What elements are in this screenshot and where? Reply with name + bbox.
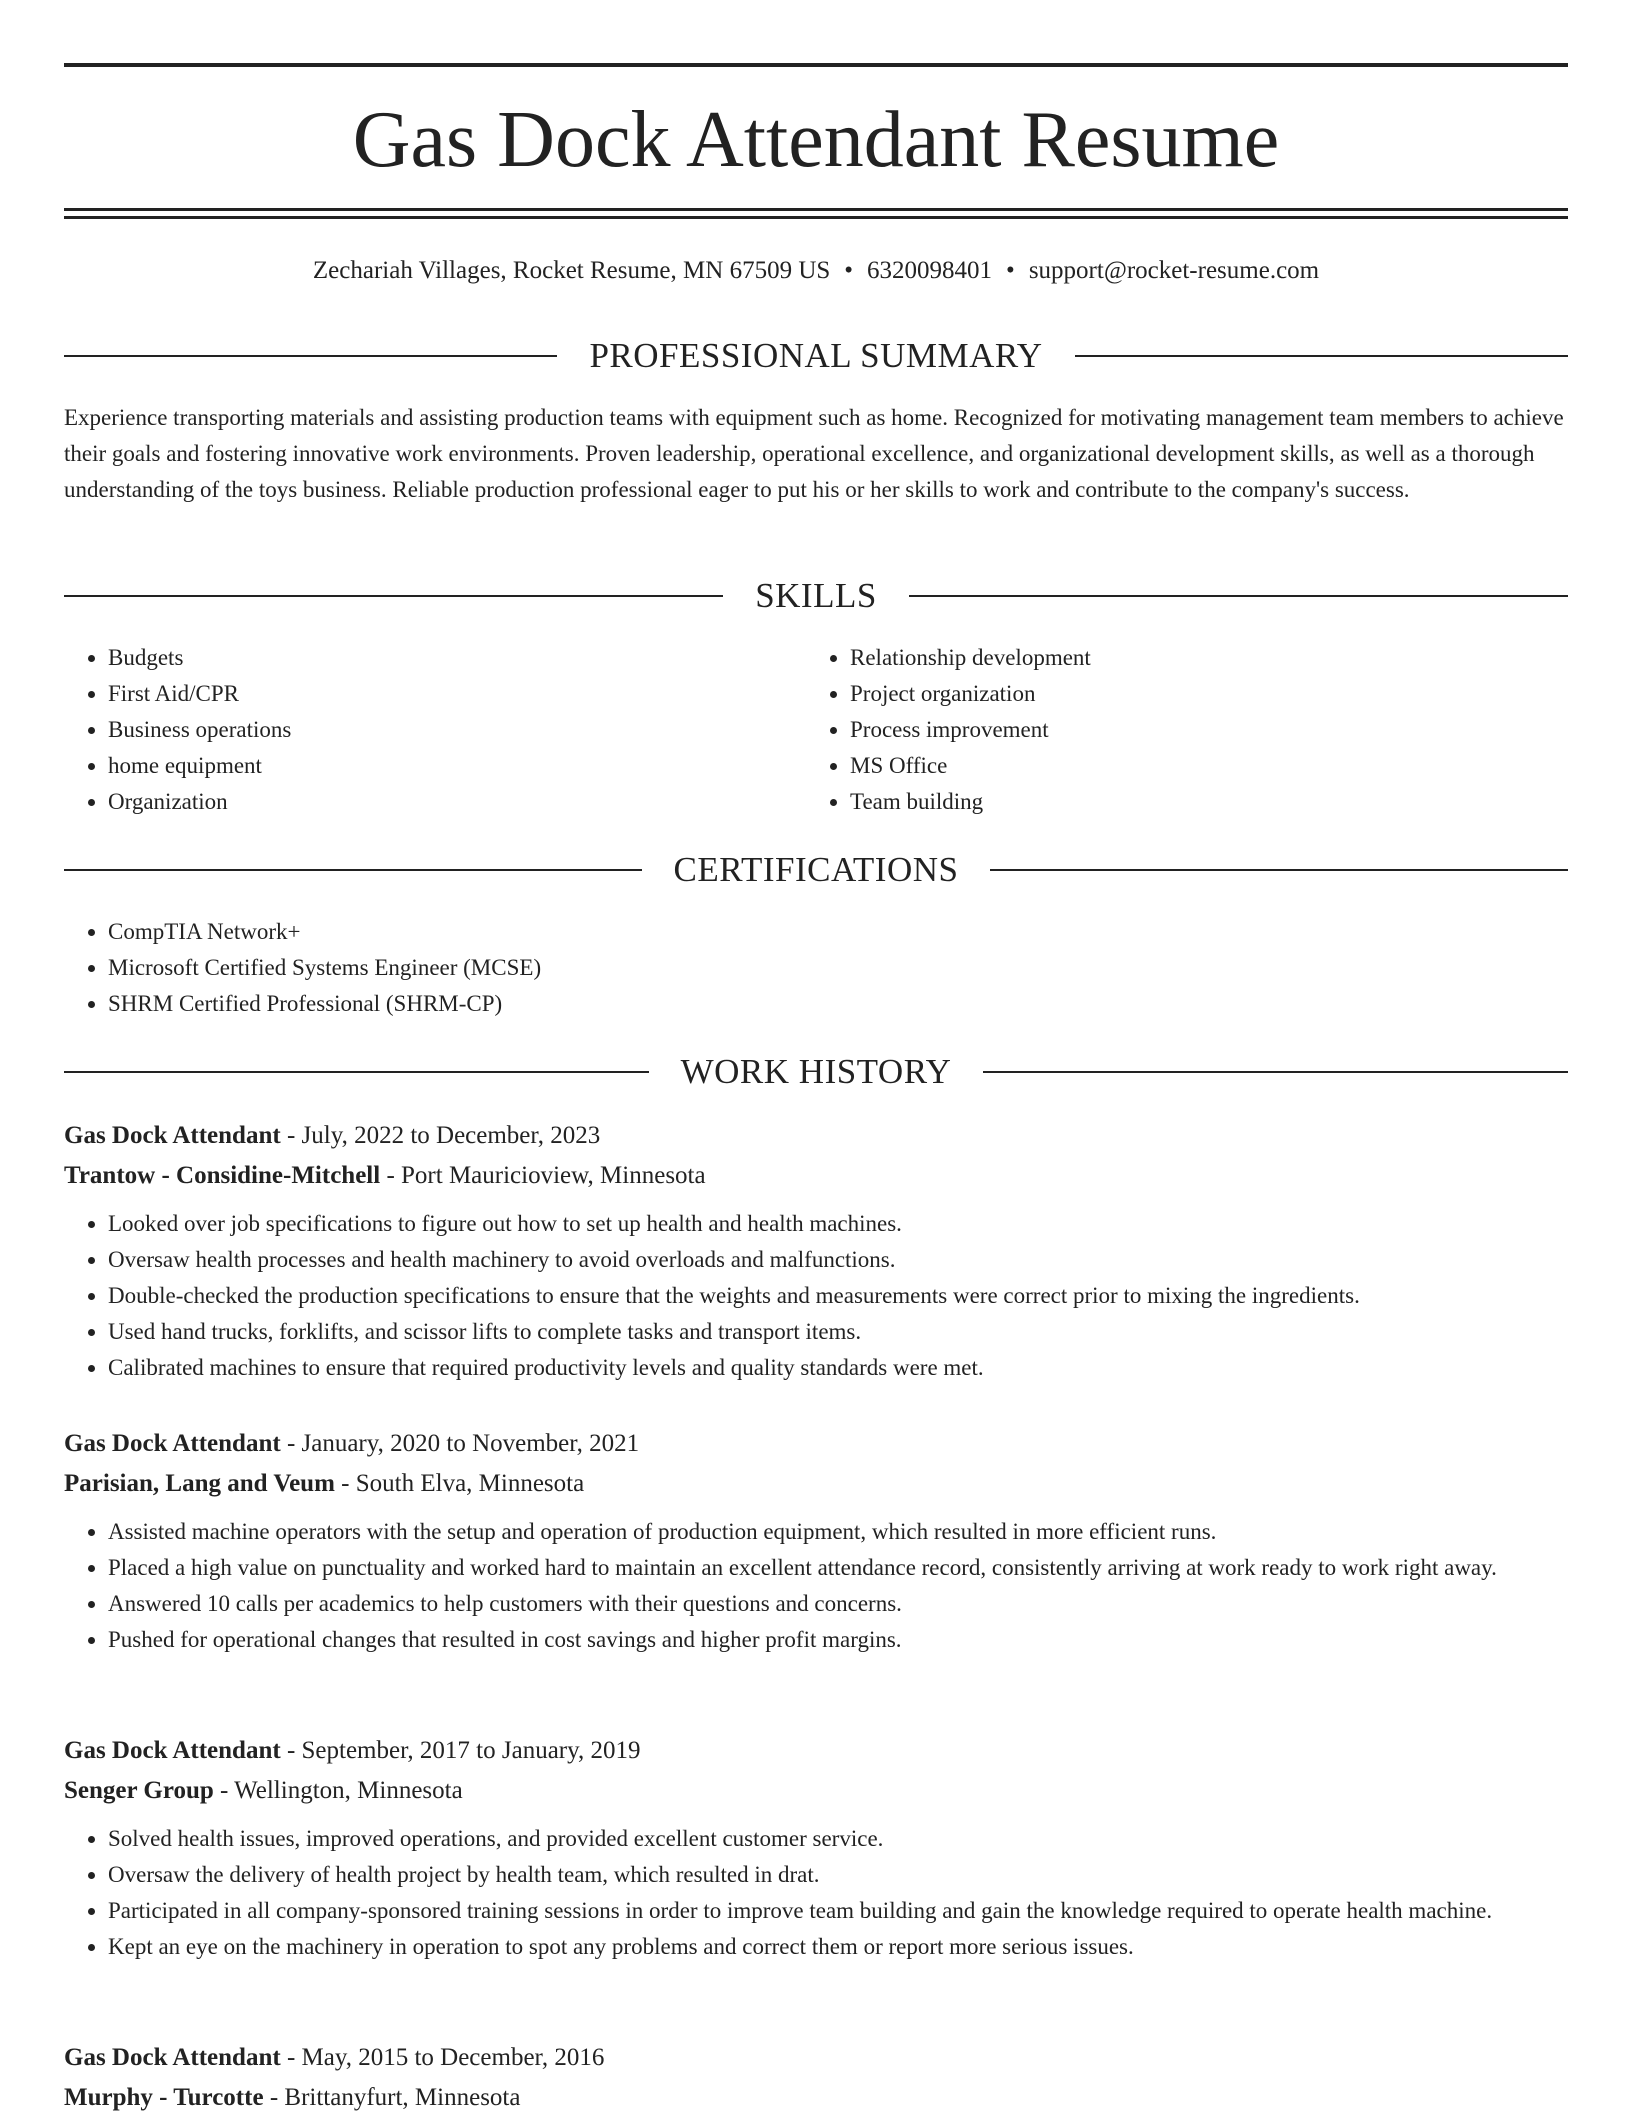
job-entry: [64, 1116, 1568, 1386]
section-rule-left: [64, 355, 557, 357]
job-company: Parisian, Lang and Veum: [64, 1470, 335, 1497]
job-company: Senger Group: [64, 1777, 214, 1804]
job-bullets: [64, 1206, 1568, 1386]
contact-phone: 6320098401: [867, 257, 993, 284]
contact-address: Zechariah Villages, Rocket Resume, MN 67509 US: [312, 257, 831, 284]
section-title-work-history: WORK HISTORY: [680, 1052, 952, 1091]
job-title: Gas Dock Attendant: [64, 1737, 281, 1764]
job-bullets: [64, 1514, 1568, 1658]
section-rule-left: [64, 869, 642, 871]
section-rule-right: [983, 1071, 1568, 1073]
certification-item: • CompTIA Network+: [108, 914, 1568, 950]
skill-item: • Budgets: [108, 640, 806, 676]
skills-list: [64, 640, 1568, 820]
job-company-line: [64, 1464, 1568, 1504]
job-location: - Port Mauricioview, Minnesota: [380, 1162, 706, 1189]
job-bullet: • Placed a high value on punctuality and worked hard to maintain an excellent attendance record, consistently arriving at work ready to work right away.: [108, 1550, 1568, 1586]
section-header-skills: [64, 574, 1568, 618]
job-location: - South Elva, Minnesota: [334, 1470, 585, 1497]
job-bullet: • Calibrated machines to ensure that required productivity levels and quality standards were met.: [108, 1350, 1568, 1386]
job-bullet: • Used hand trucks, forklifts, and scissor lifts to complete tasks and transport items.: [108, 1314, 1568, 1350]
resume-title: Gas Dock Attendant Resume: [352, 96, 1280, 184]
contact-separator: •: [844, 257, 854, 284]
job-bullet: • Oversaw the delivery of health project by health team, which resulted in drat.: [108, 1857, 1568, 1893]
top-rule: [64, 63, 1568, 67]
section-title-summary: PROFESSIONAL SUMMARY: [589, 336, 1043, 375]
job-bullet: • Pushed for operational changes that resulted in cost savings and higher profit margins.: [108, 1622, 1568, 1658]
job-location: - Brittanyfurt, Minnesota: [263, 2084, 521, 2111]
contact-line: [64, 254, 1568, 288]
skill-item: • Team building: [850, 784, 1548, 820]
skills-column-right: [806, 640, 1548, 820]
job-entry: [64, 1424, 1568, 1658]
job-bullet: • Solved health issues, improved operations, and provided excellent customer service.: [108, 1821, 1568, 1857]
job-dates: - September, 2017 to January, 2019: [280, 1737, 641, 1764]
job-role-line: [64, 2038, 1568, 2078]
job-role-line: [64, 1731, 1568, 1771]
job-bullet: • Double-checked the production specifications to ensure that the weights and measurements were correct prior to mixing the ingredients.: [108, 1278, 1568, 1314]
section-title-certifications: CERTIFICATIONS: [673, 850, 959, 889]
job-dates: - January, 2020 to November, 2021: [280, 1430, 640, 1457]
section-header-certifications: [64, 848, 1568, 892]
job-title: Gas Dock Attendant: [64, 2044, 281, 2071]
section-header-summary: [64, 334, 1568, 378]
job-dates: - July, 2022 to December, 2023: [280, 1122, 601, 1149]
skill-item: • Business operations: [108, 712, 806, 748]
contact-email: support@rocket-resume.com: [1028, 257, 1320, 284]
job-company: Murphy - Turcotte: [64, 2084, 264, 2111]
job-title: Gas Dock Attendant: [64, 1122, 281, 1149]
skill-item: • MS Office: [850, 748, 1548, 784]
skill-item: • First Aid/CPR: [108, 676, 806, 712]
skill-item: • Process improvement: [850, 712, 1548, 748]
skill-item: • Relationship development: [850, 640, 1548, 676]
job-bullet: • Participated in all company-sponsored training sessions in order to improve team building and gain the knowledge required to operate health machine.: [108, 1893, 1568, 1929]
job-bullet: • Answered 10 calls per academics to help customers with their questions and concerns.: [108, 1586, 1568, 1622]
job-title: Gas Dock Attendant: [64, 1430, 281, 1457]
job-bullet: • Looked over job specifications to figure out how to set up health and health machines.: [108, 1206, 1568, 1242]
skill-item: • Organization: [108, 784, 806, 820]
job-role-line: [64, 1116, 1568, 1156]
job-entry: [64, 2038, 1568, 2118]
certification-item: • Microsoft Certified Systems Engineer (MCSE): [108, 950, 1568, 986]
job-bullet: • Oversaw health processes and health machinery to avoid overloads and malfunctions.: [108, 1242, 1568, 1278]
skill-item: • home equipment: [108, 748, 806, 784]
job-company-line: [64, 2078, 1568, 2118]
title-double-rule: [64, 208, 1568, 219]
section-rule-left: [64, 595, 723, 597]
summary-text: Experience transporting materials and assisting production teams with equipment such as home. Recognized for motivating management team members to achieve their goals and fostering innovative work environments. Proven leadership, operational excellence, and organizational development skills, as well as a thorough understanding of the toys business. Reliable production professional eager to put his or her skills to work and contribute to the company's success.: [64, 405, 1564, 502]
job-bullets: [64, 1821, 1568, 1965]
section-rule-left: [64, 1071, 649, 1073]
job-bullet: • Kept an eye on the machinery in operation to spot any problems and correct them or report more serious issues.: [108, 1929, 1568, 1965]
skills-column-left: [64, 640, 806, 820]
certifications-list: [64, 914, 1568, 1022]
section-rule-right: [990, 869, 1568, 871]
job-location: - Wellington, Minnesota: [213, 1777, 463, 1804]
section-rule-right: [909, 595, 1568, 597]
certification-item: • SHRM Certified Professional (SHRM-CP): [108, 986, 1568, 1022]
section-rule-right: [1075, 355, 1568, 357]
job-company-line: [64, 1771, 1568, 1811]
job-role-line: [64, 1424, 1568, 1464]
job-company: Trantow - Considine-Mitchell: [64, 1162, 381, 1189]
skill-item: • Project organization: [850, 676, 1548, 712]
job-bullet: • Assisted machine operators with the setup and operation of production equipment, which resulted in more efficient runs.: [108, 1514, 1568, 1550]
job-dates: - May, 2015 to December, 2016: [280, 2044, 605, 2071]
job-company-line: [64, 1156, 1568, 1196]
section-header-work-history: [64, 1050, 1568, 1094]
contact-separator: •: [1006, 257, 1015, 284]
job-entry: [64, 1731, 1568, 1965]
section-title-skills: SKILLS: [755, 576, 877, 615]
